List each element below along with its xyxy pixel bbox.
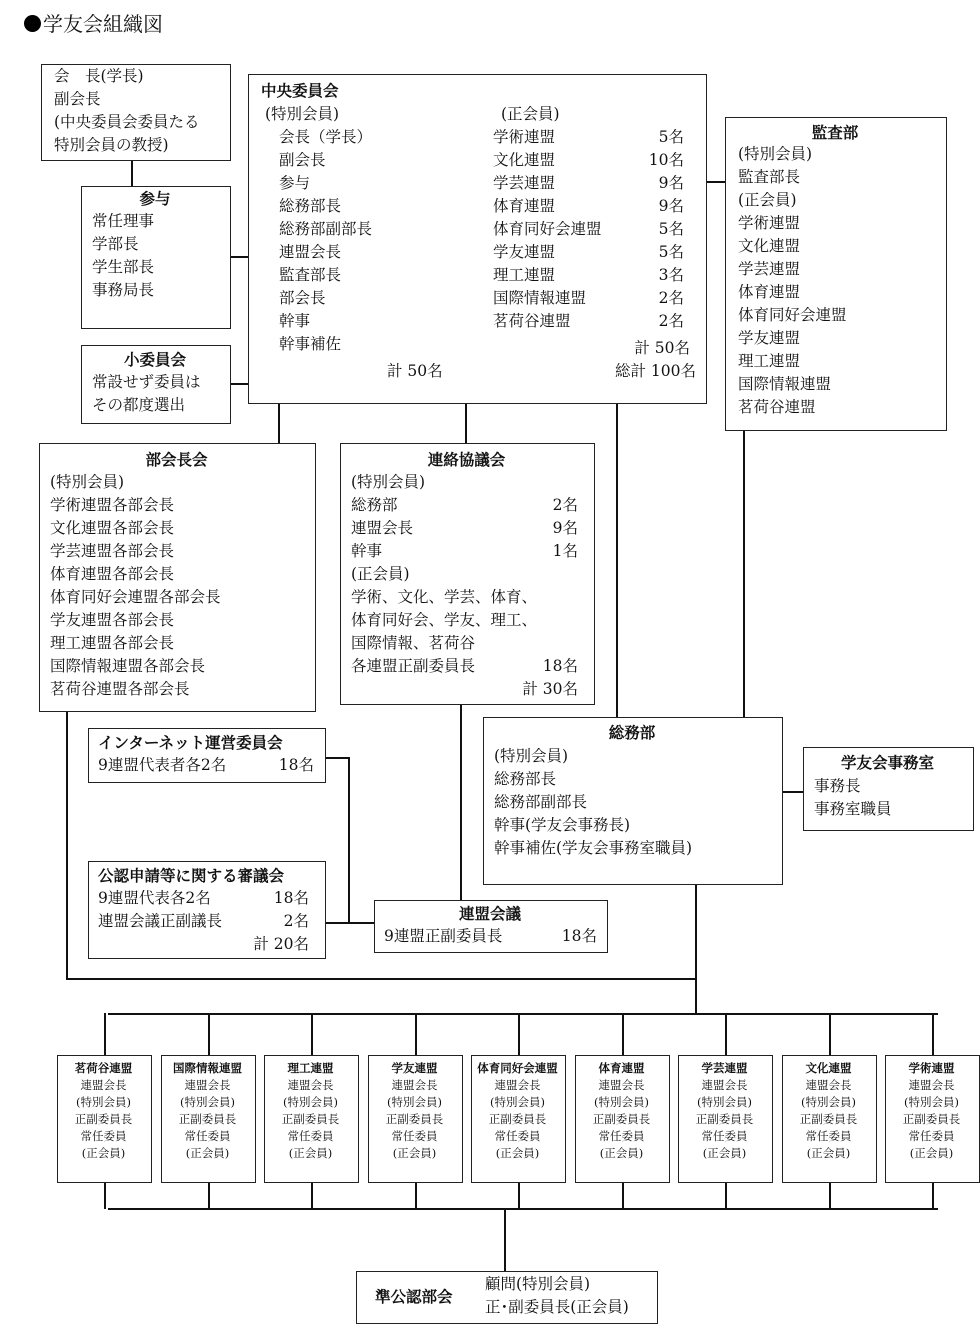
connector xyxy=(460,703,462,901)
connector xyxy=(66,710,68,980)
general-affairs-item: (特別会員) xyxy=(494,747,569,765)
associate-section-line: 正･副委員長(正会員) xyxy=(485,1298,629,1316)
liaison-regular-header: (正会員) xyxy=(351,565,410,583)
connector xyxy=(325,922,375,924)
central-committee-box xyxy=(248,74,707,404)
liaison-special-count: 9名 xyxy=(552,519,578,537)
federation-tick xyxy=(932,1183,934,1209)
federation-tick xyxy=(208,1013,210,1055)
regular-member-count: 5名 xyxy=(658,243,684,261)
subcommittee-title: 小委員会 xyxy=(123,350,186,369)
federation-line: (正会員) xyxy=(702,1146,747,1160)
regular-members-header: (正会員) xyxy=(501,105,560,123)
liaison-regular-line: 国際情報、茗荷谷 xyxy=(351,634,476,652)
regular-member-name: 文化連盟 xyxy=(493,151,556,169)
president-line: 会 長(学長) xyxy=(54,67,144,85)
regular-member-count: 2名 xyxy=(658,289,684,307)
federation-line: 正副委員長 xyxy=(74,1112,133,1126)
regular-member-count: 5名 xyxy=(658,128,684,146)
subcommittee-item: 常設せず委員は xyxy=(92,373,201,391)
federation-meeting-box xyxy=(374,900,608,953)
federation-box xyxy=(782,1055,877,1183)
section-heads-item: 学芸連盟各部会長 xyxy=(50,542,175,560)
federation-line: (特別会員) xyxy=(490,1095,545,1109)
special-member-item: 部会長 xyxy=(279,289,326,307)
special-members-header: (特別会員) xyxy=(265,105,340,123)
federation-line: 連盟会長 xyxy=(184,1078,231,1092)
review-row-count: 18名 xyxy=(273,889,309,907)
special-member-item: 総務部副部長 xyxy=(279,220,373,238)
audit-item: 体育連盟 xyxy=(738,283,801,301)
section-heads-item: 国際情報連盟各部会長 xyxy=(50,657,206,675)
federation-tick xyxy=(518,1013,520,1055)
subcommittee-box xyxy=(81,345,231,424)
federation-line: 連盟会長 xyxy=(701,1078,748,1092)
federation-line: (特別会員) xyxy=(283,1095,338,1109)
sanyo-item: 常任理事 xyxy=(92,212,155,230)
liaison-special-name: 幹事 xyxy=(351,542,383,560)
regular-member-name: 茗荷谷連盟 xyxy=(493,312,571,330)
regular-member-name: 学芸連盟 xyxy=(493,174,556,192)
review-row-name: 9連盟代表各2名 xyxy=(98,889,211,907)
regular-member-count: 5名 xyxy=(658,220,684,238)
section-heads-item: (特別会員) xyxy=(50,473,125,491)
review-row-name: 連盟会議正副議長 xyxy=(98,912,223,930)
liaison-special-name: 総務部 xyxy=(351,496,398,514)
section-heads-item: 体育連盟各部会長 xyxy=(50,565,175,583)
special-member-item: 総務部長 xyxy=(279,197,342,215)
federation-line: 正副委員長 xyxy=(695,1112,754,1126)
federation-bus-bottom xyxy=(108,1208,938,1210)
audit-item: 理工連盟 xyxy=(738,352,801,370)
special-member-item: 会長（学長） xyxy=(279,128,373,146)
federation-box xyxy=(161,1055,256,1183)
general-affairs-item: 幹事(学友会事務長) xyxy=(494,816,631,834)
federation-tick xyxy=(622,1183,624,1209)
president-box xyxy=(41,64,231,161)
federation-line: 連盟会長 xyxy=(805,1078,852,1092)
federation-line: 常任委員 xyxy=(701,1129,748,1143)
page-title-text: 学友会組織図 xyxy=(43,12,163,36)
liaison-regular-row-name: 各連盟正副委員長 xyxy=(351,657,476,675)
federation-meeting-title: 連盟会議 xyxy=(458,904,521,923)
general-affairs-title: 総務部 xyxy=(608,723,656,742)
central-committee-title: 中央委員会 xyxy=(261,81,339,100)
regular-member-count: 10名 xyxy=(648,151,684,169)
federation-line: (特別会員) xyxy=(594,1095,649,1109)
federation-line: 連盟会長 xyxy=(494,1078,541,1092)
federation-line: (特別会員) xyxy=(387,1095,442,1109)
federation-name: 学術連盟 xyxy=(908,1061,955,1075)
liaison-regular-line: 体育同好会、学友、理工、 xyxy=(351,611,538,629)
regular-member-count: 2名 xyxy=(658,312,684,330)
federation-name: 体育同好会連盟 xyxy=(477,1061,558,1075)
audit-item: 体育同好会連盟 xyxy=(738,306,847,324)
regular-members-total: 計 50名 xyxy=(634,339,690,357)
connector xyxy=(616,403,618,718)
audit-item: 茗荷谷連盟 xyxy=(738,398,816,416)
regular-member-count: 9名 xyxy=(658,197,684,215)
federation-line: 正副委員長 xyxy=(592,1112,651,1126)
connector xyxy=(695,884,697,1015)
review-total: 計 20名 xyxy=(253,935,309,953)
vice-president-line: 副会長 xyxy=(54,90,101,108)
federation-box xyxy=(57,1055,152,1183)
federation-tick xyxy=(104,1013,106,1055)
sanyo-item: 事務局長 xyxy=(92,281,155,299)
federation-line: (特別会員) xyxy=(76,1095,131,1109)
sanyo-item: 学部長 xyxy=(92,235,139,253)
internet-row-name: 9連盟代表者各2名 xyxy=(98,756,227,774)
federation-bus-top xyxy=(108,1013,938,1015)
federation-line: 連盟会長 xyxy=(80,1078,127,1092)
general-affairs-item: 幹事補佐(学友会事務室職員) xyxy=(494,839,693,857)
federation-tick xyxy=(518,1183,520,1209)
federation-tick xyxy=(932,1013,934,1055)
sanyo-title: 参与 xyxy=(139,189,171,208)
federation-meeting-row-name: 9連盟正副委員長 xyxy=(384,927,503,945)
page-title xyxy=(24,10,163,38)
federation-line: (正会員) xyxy=(495,1146,540,1160)
connector xyxy=(743,430,745,718)
federation-name: 文化連盟 xyxy=(805,1061,852,1075)
federation-name: 学友連盟 xyxy=(391,1061,438,1075)
regular-member-count: 3名 xyxy=(658,266,684,284)
associate-section-line: 顧問(特別会員) xyxy=(485,1275,591,1293)
special-member-item: 副会長 xyxy=(279,151,326,169)
liaison-special-name: 連盟会長 xyxy=(351,519,414,537)
audit-item: 学芸連盟 xyxy=(738,260,801,278)
section-heads-item: 文化連盟各部会長 xyxy=(50,519,175,537)
audit-item: (特別会員) xyxy=(738,145,813,163)
regular-member-name: 学友連盟 xyxy=(493,243,556,261)
internet-committee-box xyxy=(88,728,326,783)
federation-tick xyxy=(104,1183,106,1209)
regular-member-name: 学術連盟 xyxy=(493,128,556,146)
liaison-special-header: (特別会員) xyxy=(351,473,426,491)
federation-line: (正会員) xyxy=(909,1146,954,1160)
review-council-title: 公認申請等に関する審議会 xyxy=(98,866,285,885)
connector xyxy=(325,757,349,759)
liaison-special-count: 1名 xyxy=(552,542,578,560)
connector xyxy=(229,256,250,258)
federation-tick xyxy=(415,1013,417,1055)
sanyo-box xyxy=(81,186,231,329)
audit-item: 学友連盟 xyxy=(738,329,801,347)
federation-line: 常任委員 xyxy=(287,1129,334,1143)
federation-tick xyxy=(829,1183,831,1209)
grand-total: 総計 100名 xyxy=(614,362,696,380)
federation-tick xyxy=(829,1013,831,1055)
federation-tick xyxy=(311,1183,313,1209)
federation-tick xyxy=(311,1013,313,1055)
federation-line: 正副委員長 xyxy=(385,1112,444,1126)
federation-tick xyxy=(725,1013,727,1055)
federation-line: 正副委員長 xyxy=(902,1112,961,1126)
connector xyxy=(504,1208,506,1272)
general-affairs-item: 総務部長 xyxy=(494,770,557,788)
president-note-line: 特別会員の教授) xyxy=(54,136,169,154)
sanyo-item: 学生部長 xyxy=(92,258,155,276)
federation-line: (正会員) xyxy=(806,1146,851,1160)
audit-item: (正会員) xyxy=(738,191,797,209)
federation-meeting-row-count: 18名 xyxy=(561,927,597,945)
federation-tick xyxy=(725,1183,727,1209)
federation-line: 常任委員 xyxy=(80,1129,127,1143)
federation-name: 茗荷谷連盟 xyxy=(74,1061,133,1075)
liaison-special-count: 2名 xyxy=(552,496,578,514)
federation-line: 正副委員長 xyxy=(799,1112,858,1126)
special-member-item: 監査部長 xyxy=(279,266,342,284)
connector xyxy=(465,403,467,445)
special-member-item: 参与 xyxy=(279,174,311,192)
internet-row-count: 18名 xyxy=(278,756,314,774)
section-heads-item: 体育同好会連盟各部会長 xyxy=(50,588,221,606)
federation-box xyxy=(575,1055,670,1183)
federation-name: 国際情報連盟 xyxy=(173,1061,242,1075)
internet-committee-title: インターネット運営委員会 xyxy=(98,733,283,752)
federation-line: (正会員) xyxy=(185,1146,230,1160)
federation-line: 連盟会長 xyxy=(598,1078,645,1092)
federation-line: 常任委員 xyxy=(805,1129,852,1143)
federation-tick xyxy=(622,1013,624,1055)
federation-line: 正副委員長 xyxy=(178,1112,237,1126)
section-heads-title: 部会長会 xyxy=(145,450,208,469)
audit-title: 監査部 xyxy=(811,123,859,142)
special-member-item: 幹事 xyxy=(279,312,311,330)
audit-item: 監査部長 xyxy=(738,168,801,186)
liaison-council-box xyxy=(340,443,595,705)
audit-box xyxy=(725,117,947,431)
regular-member-name: 理工連盟 xyxy=(493,266,556,284)
liaison-total: 計 30名 xyxy=(522,680,578,698)
federation-line: 正副委員長 xyxy=(281,1112,340,1126)
federation-line: (正会員) xyxy=(392,1146,437,1160)
associate-section-title: 準公認部会 xyxy=(375,1287,453,1306)
special-member-item: 幹事補佐 xyxy=(279,335,342,353)
federation-box xyxy=(885,1055,980,1183)
regular-member-name: 体育同好会連盟 xyxy=(493,220,602,238)
connector xyxy=(66,978,697,980)
federation-tick xyxy=(415,1183,417,1209)
liaison-council-title: 連絡協議会 xyxy=(427,450,506,469)
federation-line: 常任委員 xyxy=(908,1129,955,1143)
audit-item: 文化連盟 xyxy=(738,237,801,255)
federation-name: 理工連盟 xyxy=(287,1061,334,1075)
federation-line: 常任委員 xyxy=(494,1129,541,1143)
connector xyxy=(706,181,727,183)
federation-name: 体育連盟 xyxy=(598,1061,645,1075)
connector xyxy=(781,791,804,793)
president-note-line: (中央委員会委員たる xyxy=(54,113,200,131)
federation-line: 常任委員 xyxy=(184,1129,231,1143)
connector xyxy=(348,757,350,924)
section-heads-item: 理工連盟各部会長 xyxy=(50,634,175,652)
federation-line: (正会員) xyxy=(599,1146,644,1160)
review-row-count: 2名 xyxy=(283,912,309,930)
audit-item: 国際情報連盟 xyxy=(738,375,832,393)
office-item: 事務長 xyxy=(814,777,861,795)
section-heads-box xyxy=(39,443,316,712)
section-heads-item: 茗荷谷連盟各部会長 xyxy=(50,680,190,698)
federation-line: (特別会員) xyxy=(801,1095,856,1109)
regular-member-name: 国際情報連盟 xyxy=(493,289,587,307)
audit-item: 学術連盟 xyxy=(738,214,801,232)
federation-box xyxy=(678,1055,773,1183)
federation-line: (特別会員) xyxy=(180,1095,235,1109)
federation-line: (正会員) xyxy=(288,1146,333,1160)
general-affairs-item: 総務部副部長 xyxy=(494,793,588,811)
associate-section-box xyxy=(356,1271,658,1324)
federation-box xyxy=(368,1055,463,1183)
federation-name: 学芸連盟 xyxy=(701,1061,748,1075)
bullet-dot-icon xyxy=(24,15,41,32)
federation-line: 常任委員 xyxy=(391,1129,438,1143)
connector xyxy=(131,160,133,188)
office-title: 学友会事務室 xyxy=(840,753,934,772)
office-box xyxy=(803,747,974,831)
federation-tick xyxy=(208,1183,210,1209)
federation-line: 連盟会長 xyxy=(287,1078,334,1092)
subcommittee-item: その都度選出 xyxy=(92,396,186,414)
federation-box xyxy=(264,1055,359,1183)
regular-member-name: 体育連盟 xyxy=(493,197,556,215)
liaison-regular-line: 学術、文化、学芸、体育、 xyxy=(351,588,538,606)
federation-line: 正副委員長 xyxy=(488,1112,547,1126)
review-council-box xyxy=(88,861,326,959)
special-members-total: 計 50名 xyxy=(387,362,443,380)
section-heads-item: 学術連盟各部会長 xyxy=(50,496,175,514)
liaison-regular-row-count: 18名 xyxy=(542,657,578,675)
office-item: 事務室職員 xyxy=(814,800,892,818)
section-heads-item: 学友連盟各部会長 xyxy=(50,611,175,629)
federation-line: 連盟会長 xyxy=(908,1078,955,1092)
federation-line: 連盟会長 xyxy=(391,1078,438,1092)
regular-member-count: 9名 xyxy=(658,174,684,192)
connector xyxy=(278,403,280,445)
connector xyxy=(229,383,250,385)
federation-line: (正会員) xyxy=(81,1146,126,1160)
federation-box xyxy=(471,1055,566,1183)
general-affairs-box xyxy=(483,717,783,885)
federation-line: (特別会員) xyxy=(904,1095,959,1109)
federation-line: 常任委員 xyxy=(598,1129,645,1143)
special-member-item: 連盟会長 xyxy=(279,243,342,261)
federation-line: (特別会員) xyxy=(697,1095,752,1109)
